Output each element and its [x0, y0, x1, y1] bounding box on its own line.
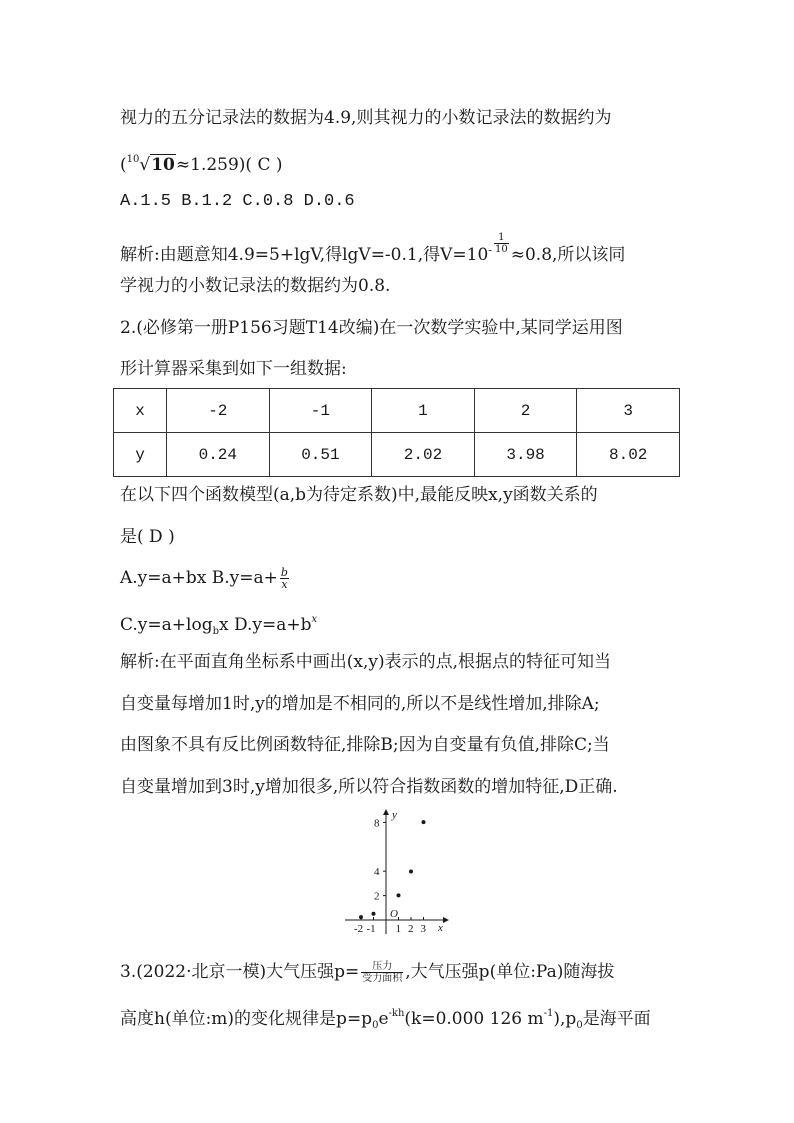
y-tick-label: 4: [374, 866, 380, 879]
q2-solution-line-4: 自变量增加到3时,y增加很多,所以符合指数函数的增加特征,D正确.: [120, 777, 618, 797]
data-point: [372, 912, 376, 916]
option-c-text: C.y=a+log: [120, 615, 213, 635]
q3-e: e: [378, 1009, 389, 1029]
exp-den: 10: [495, 244, 508, 255]
table-cell: 2.02: [372, 433, 475, 477]
q1-text-line-1: 视力的五分记录法的数据为4.9,则其视力的小数记录法的数据约为: [120, 108, 612, 128]
table-cell: -2: [167, 389, 270, 433]
root-index: 10: [126, 154, 140, 165]
q3-text-c: 高度h(单位:m)的变化规律是p=p: [120, 1009, 373, 1029]
exp-m: -1: [543, 1008, 554, 1019]
p0-sub: 0: [372, 1020, 379, 1031]
x-tick-label: 2: [408, 923, 414, 935]
table-cell: -1: [269, 389, 372, 433]
table-cell: 2: [474, 389, 577, 433]
option-c-d-text: x D.y=a+b: [219, 615, 312, 635]
root-radicand: 10: [151, 155, 175, 175]
q2-options-cd: [120, 608, 317, 644]
exp-fraction: [494, 232, 509, 255]
q2-stem-line-2: 形计算器采集到如下一组数据:: [120, 359, 347, 379]
frac-num: b: [280, 566, 288, 579]
scatter-figure: [340, 800, 460, 940]
table-row-x: [114, 389, 680, 433]
y-axis-label: y: [392, 809, 397, 821]
option-b-fraction: [280, 567, 289, 590]
y-tick-label: 2: [374, 890, 380, 903]
option-a-b-text: A.y=a+bx B.y=a+: [120, 568, 278, 588]
table-cell: 0.51: [269, 433, 372, 477]
q2-stem-line-1: 2.(必修第一册P156习题T14改编)在一次数学实验中,某同学运用图: [120, 318, 623, 338]
y-tick-label: 8: [374, 817, 380, 830]
q1-solution-a: 解析:由题意知4.9=5+lgV,得lgV=-0.1,得V=10: [120, 245, 489, 265]
data-point: [422, 820, 426, 824]
q3-line-1: [120, 960, 614, 984]
table-cell: 8.02: [577, 433, 680, 477]
table-cell: 3.98: [474, 433, 577, 477]
root-rest: ≈1.259)( C ): [175, 155, 283, 175]
q3-line-2: [120, 1002, 651, 1038]
q2-stem-line-3: 在以下四个函数模型(a,b为待定系数)中,最能反映x,y函数关系的: [120, 485, 598, 505]
q3-text-d: (k=0.000 126 m: [404, 1009, 544, 1029]
option-d-exponent: x: [311, 614, 318, 625]
q2-options-ab: [120, 566, 291, 590]
log-base: b: [212, 626, 219, 637]
exp-sign: -: [488, 243, 492, 257]
radical-sign: √: [139, 155, 151, 175]
data-point: [397, 893, 401, 897]
table-cell: 3: [577, 389, 680, 433]
x-tick-label: -1: [366, 923, 376, 935]
p0-sub-2: 0: [576, 1020, 583, 1031]
pressure-den: 受力面积: [362, 973, 403, 984]
q2-solution-line-3: 由图象不具有反比例函数特征,排除B;因为自变量有负值,排除C;当: [120, 735, 610, 755]
q3-text-e: ),p: [553, 1009, 577, 1029]
frac-den: x: [281, 578, 288, 591]
q3-text-a: 3.(2022·北京一模)大气压强p=: [120, 962, 360, 982]
q3-text-f: 是海平面: [582, 1009, 651, 1029]
exp-num: 1: [494, 232, 509, 244]
x-axis-label: x: [438, 922, 443, 934]
data-table: [113, 388, 680, 477]
q2-stem-line-4: 是( D ): [120, 527, 175, 547]
q2-solution-line-1: 解析:在平面直角坐标系中画出(x,y)表示的点,根据点的特征可知当: [120, 652, 611, 672]
data-point: [409, 869, 413, 873]
table-row-y: [114, 433, 680, 477]
q1-choices: A.1.5 B.1.2 C.0.8 D.0.6: [120, 192, 355, 211]
q1-solution-line-1: [120, 232, 625, 267]
exp-kh: -kh: [388, 1008, 405, 1019]
q2-solution-line-2: 自变量每增加1时,y的增加是不相同的,所以不是线性增加,排除A;: [120, 694, 600, 714]
x-tick-label: 1: [395, 923, 401, 935]
pressure-fraction: [361, 961, 403, 984]
x-tick-label: 3: [420, 923, 426, 935]
q1-text-line-2: ($^{10}$√10≈1.259)( C ): [120, 154, 283, 175]
row-label-x: x: [114, 389, 167, 433]
q1-solution-b: ≈0.8,所以该同: [510, 245, 626, 265]
table-cell: 0.24: [167, 433, 270, 477]
table-cell: 1: [372, 389, 475, 433]
origin-label: O: [390, 908, 398, 920]
q3-text-b: ,大气压强p(单位:Pa)随海拔: [405, 962, 615, 982]
row-label-y: y: [114, 433, 167, 477]
data-point: [359, 915, 363, 919]
pressure-num: 压力: [361, 961, 403, 973]
x-tick-label: -2: [354, 923, 364, 935]
q1-solution-line-2: 学视力的小数记录法的数据约为0.8.: [120, 276, 391, 296]
